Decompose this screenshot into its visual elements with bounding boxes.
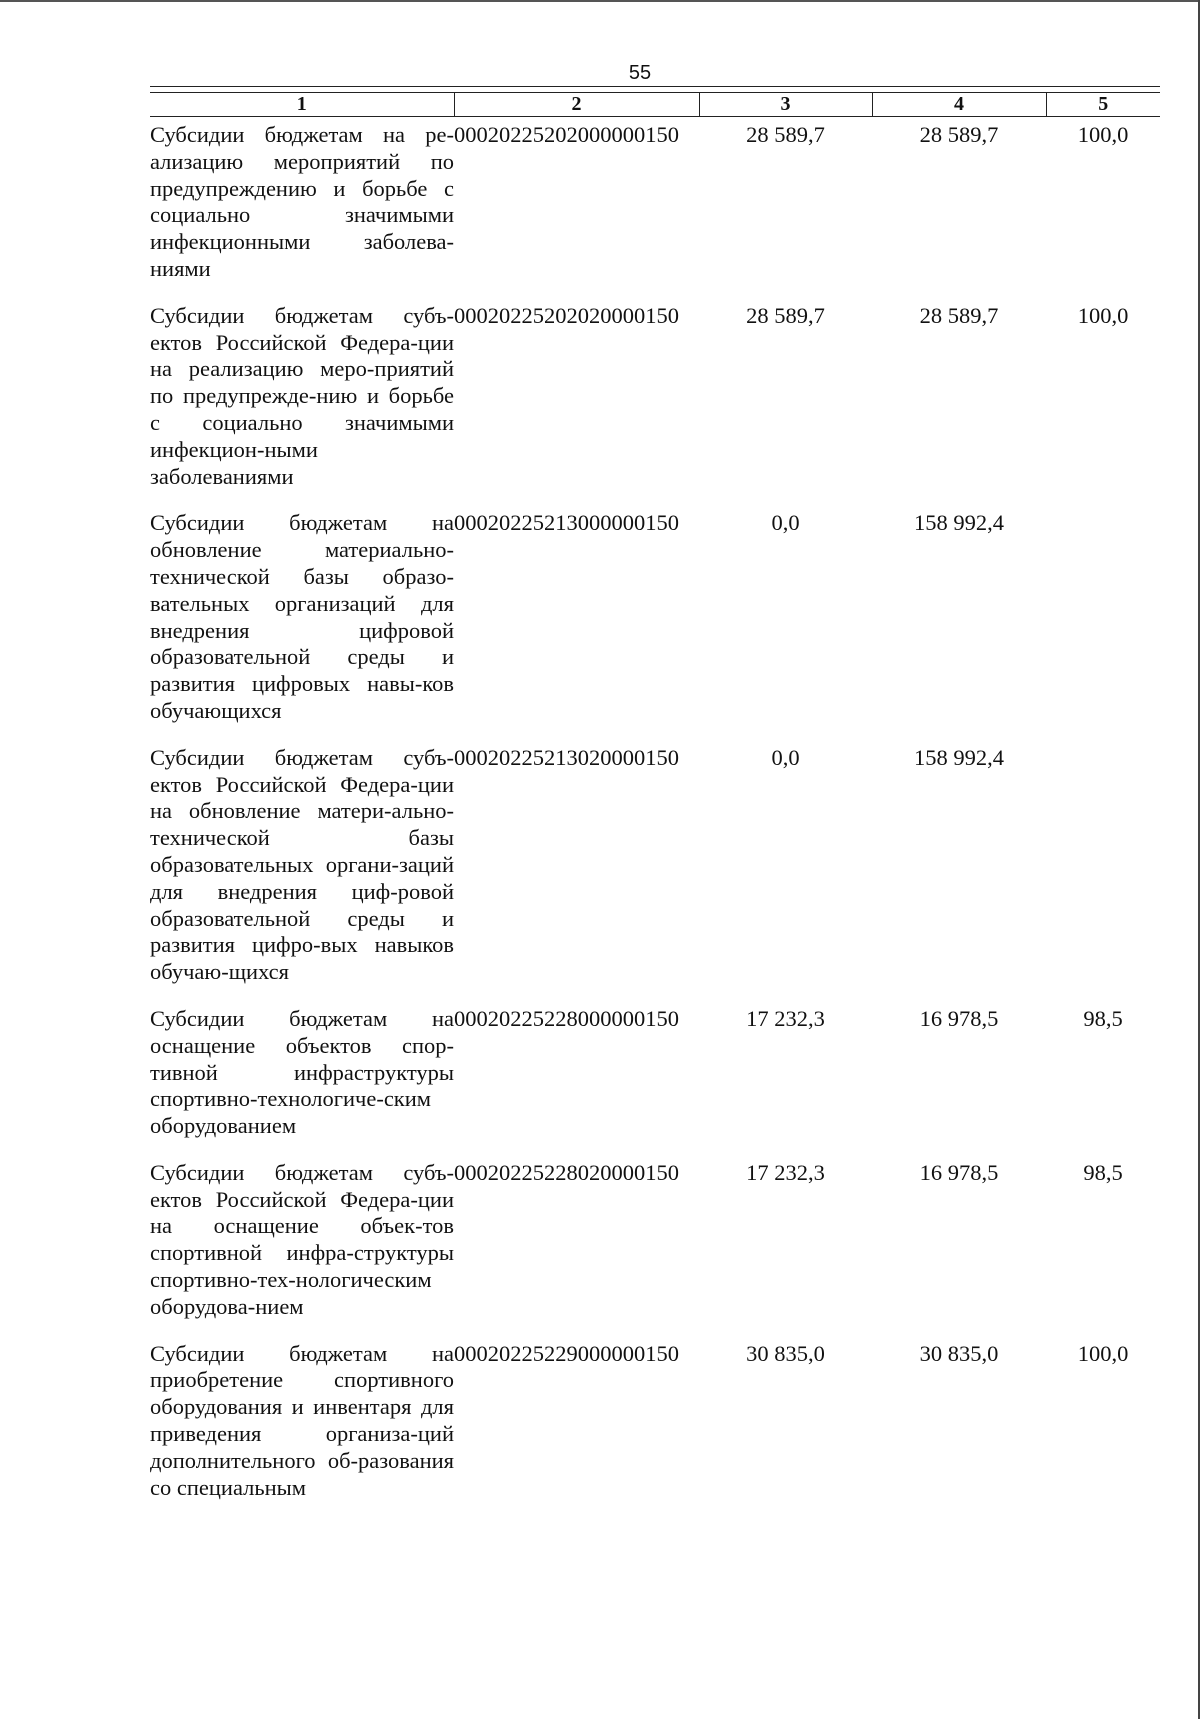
executed-amount: 16 978,5 bbox=[919, 1159, 999, 1185]
budget-table bbox=[150, 92, 1160, 1501]
subsidy-name: Субсидии бюджетам на приобретение спортивного оборудования и инвентаря для приведения организа-ций дополнительного об-разования со специальным bbox=[150, 1340, 454, 1500]
execution-percent: 100,0 bbox=[1077, 302, 1129, 328]
table-row bbox=[150, 510, 1160, 724]
spacer-row bbox=[150, 1321, 1160, 1341]
table-row bbox=[150, 1160, 1160, 1321]
budget-code: 00020225202020000150 bbox=[454, 302, 679, 328]
planned-amount: 30 835,0 bbox=[746, 1340, 825, 1366]
planned-amount: 0,0 bbox=[771, 510, 800, 536]
column-header-2: 2 bbox=[454, 93, 699, 117]
scan-edge-top bbox=[0, 0, 1200, 2]
column-header-3: 3 bbox=[699, 93, 872, 117]
execution-percent: 98,5 bbox=[1083, 1005, 1123, 1031]
subsidy-name: Субсидии бюджетам на обновление материально-технической базы образо-вательных организаций для внедрения цифровой образовательной среды и развития цифровых навы-ков обучающихся bbox=[150, 510, 454, 723]
budget-code: 00020225228020000150 bbox=[454, 1159, 679, 1185]
table-row bbox=[150, 745, 1160, 986]
spacer-row bbox=[150, 1140, 1160, 1160]
budget-code: 00020225213000000150 bbox=[454, 510, 679, 536]
page-number: 55 bbox=[628, 62, 652, 84]
table-row bbox=[150, 122, 1160, 283]
planned-amount: 0,0 bbox=[771, 744, 800, 770]
subsidy-name: Субсидии бюджетам на ре-ализацию мероприятий по предупреждению и борьбе с социально значимыми инфекционными заболева-ниями bbox=[150, 122, 454, 281]
execution-percent: 100,0 bbox=[1077, 122, 1129, 147]
budget-code: 00020225213020000150 bbox=[454, 744, 679, 770]
executed-amount: 28 589,7 bbox=[919, 302, 999, 328]
column-header-5: 5 bbox=[1046, 93, 1160, 117]
budget-code: 00020225229000000150 bbox=[454, 1340, 679, 1366]
executed-amount: 16 978,5 bbox=[919, 1005, 999, 1031]
subsidy-name: Субсидии бюджетам на оснащение объектов спор-тивной инфраструктуры спортивно-технологиче-ским оборудованием bbox=[150, 1005, 454, 1139]
execution-percent: 98,5 bbox=[1083, 1159, 1123, 1185]
table-row bbox=[150, 1341, 1160, 1502]
subsidy-name: Субсидии бюджетам субъ-ектов Российской Федера-ции на реализацию меро-приятий по предупрежде-нию и борьбе с социально значимыми инфекцион-ными заболеваниями bbox=[150, 302, 454, 489]
planned-amount: 28 589,7 bbox=[746, 302, 825, 328]
executed-amount: 158 992,4 bbox=[914, 744, 1004, 770]
executed-amount: 28 589,7 bbox=[919, 122, 999, 147]
table-header-row bbox=[150, 93, 1160, 117]
planned-amount: 17 232,3 bbox=[746, 1159, 825, 1185]
spacer-row bbox=[150, 986, 1160, 1006]
executed-amount: 158 992,4 bbox=[914, 510, 1004, 536]
spacer-row bbox=[150, 490, 1160, 510]
table-row bbox=[150, 1006, 1160, 1140]
column-header-4: 4 bbox=[872, 93, 1046, 117]
subsidy-name: Субсидии бюджетам субъ-ектов Российской Федера-ции на обновление матери-ально-технической базы образовательных органи-заций для внедрения циф-ровой образовательной среды и развития цифро-вых навыков обучаю-щихся bbox=[150, 744, 454, 985]
planned-amount: 17 232,3 bbox=[746, 1005, 825, 1031]
spacer-row bbox=[150, 283, 1160, 303]
executed-amount: 30 835,0 bbox=[919, 1340, 999, 1366]
execution-percent: 100,0 bbox=[1077, 1340, 1129, 1366]
header-rule bbox=[150, 86, 1160, 87]
planned-amount: 28 589,7 bbox=[746, 122, 825, 147]
subsidy-name: Субсидии бюджетам субъ-ектов Российской Федера-ции на оснащение объек-тов спортивной инфра-структуры спортивно-тех-нологическим оборудова-нием bbox=[150, 1159, 454, 1319]
budget-code: 00020225202000000150 bbox=[454, 122, 679, 147]
spacer-row bbox=[150, 725, 1160, 745]
execution-percent bbox=[1046, 745, 1160, 986]
execution-percent bbox=[1046, 510, 1160, 724]
budget-code: 00020225228000000150 bbox=[454, 1005, 679, 1031]
table-row bbox=[150, 303, 1160, 491]
column-header-1: 1 bbox=[150, 93, 454, 117]
